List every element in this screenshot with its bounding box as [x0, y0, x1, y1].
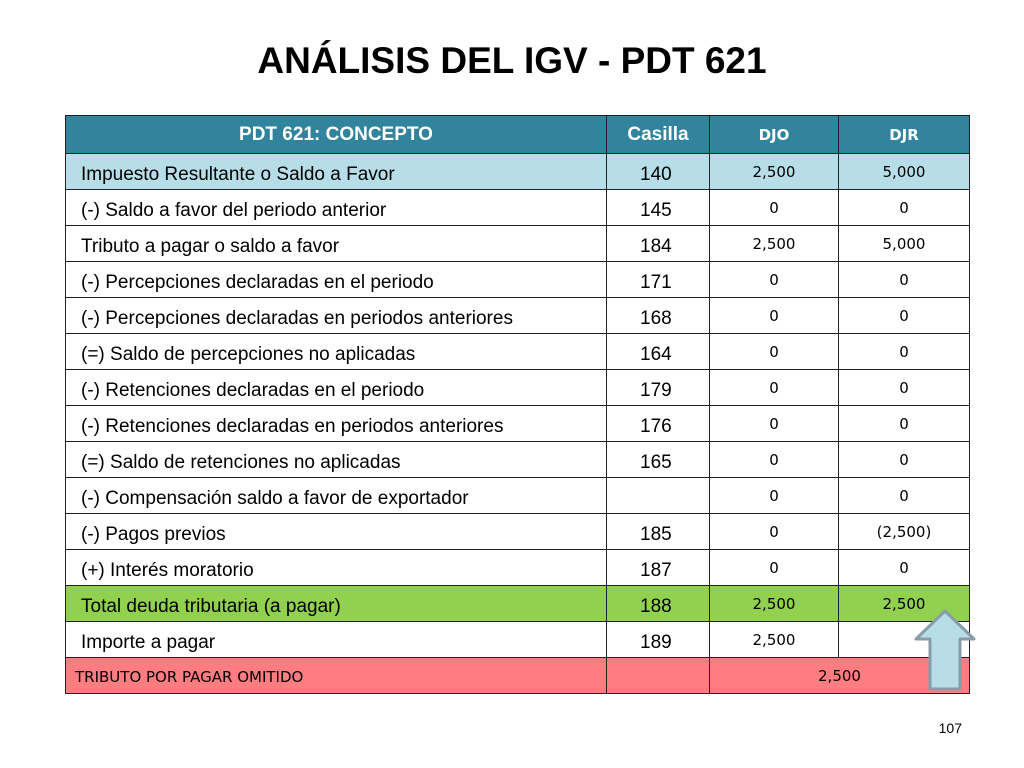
header-concept: PDT 621: CONCEPTO — [66, 116, 607, 154]
djo-cell: 2,500 — [710, 586, 839, 622]
table-row — [66, 370, 970, 406]
djo-cell: 0 — [710, 442, 839, 478]
casilla-cell: 164 — [607, 334, 710, 370]
casilla-cell: 140 — [607, 154, 710, 190]
djo-cell: 2,500 — [710, 622, 839, 658]
table-row — [66, 334, 970, 370]
casilla-cell: 145 — [607, 190, 710, 226]
table-row — [66, 262, 970, 298]
table-row — [66, 190, 970, 226]
concept-cell: (-) Saldo a favor del periodo anterior — [66, 190, 607, 226]
djo-cell: 0 — [710, 262, 839, 298]
djo-cell: 0 — [710, 190, 839, 226]
omitted-label-cell: TRIBUTO POR PAGAR OMITIDO — [66, 658, 607, 694]
concept-cell: Total deuda tributaria (a pagar) — [66, 586, 607, 622]
table-row — [66, 406, 970, 442]
concept-cell: (+) Interés moratorio — [66, 550, 607, 586]
djo-cell: 2,500 — [710, 226, 839, 262]
casilla-cell: 185 — [607, 514, 710, 550]
casilla-cell: 165 — [607, 442, 710, 478]
djr-cell: 0 — [839, 406, 970, 442]
djr-cell: 0 — [839, 478, 970, 514]
table-row — [66, 514, 970, 550]
djr-cell: (2,500) — [839, 514, 970, 550]
table-row-total — [66, 586, 970, 622]
table-row — [66, 478, 970, 514]
djo-cell: 0 — [710, 478, 839, 514]
concept-cell: (-) Percepciones declaradas en periodos anteriores — [66, 298, 607, 334]
concept-cell: (=) Saldo de percepciones no aplicadas — [66, 334, 607, 370]
djr-cell: 0 — [839, 334, 970, 370]
djo-cell: 2,500 — [710, 154, 839, 190]
concept-cell: (=) Saldo de retenciones no aplicadas — [66, 442, 607, 478]
djr-cell: 5,000 — [839, 226, 970, 262]
page-number: 107 — [938, 720, 962, 736]
casilla-cell: 188 — [607, 586, 710, 622]
concept-cell: (-) Compensación saldo a favor de exportador — [66, 478, 607, 514]
concept-cell: Importe a pagar — [66, 622, 607, 658]
djo-cell: 0 — [710, 406, 839, 442]
table-row-omitted — [66, 658, 970, 694]
concept-cell: Impuesto Resultante o Saldo a Favor — [66, 154, 607, 190]
omitted-value-cell: 2,500 — [710, 658, 970, 694]
casilla-cell: 168 — [607, 298, 710, 334]
concept-cell: (-) Percepciones declaradas en el periodo — [66, 262, 607, 298]
table-row — [66, 550, 970, 586]
djr-cell: 0 — [839, 190, 970, 226]
casilla-cell — [607, 658, 710, 694]
casilla-cell: 179 — [607, 370, 710, 406]
igv-analysis-table — [65, 115, 970, 694]
page-title: ANÁLISIS DEL IGV - PDT 621 — [257, 40, 767, 81]
djo-cell: 0 — [710, 370, 839, 406]
djr-cell: 5,000 — [839, 154, 970, 190]
djr-cell: 0 — [839, 550, 970, 586]
concept-cell: Tributo a pagar o saldo a favor — [66, 226, 607, 262]
casilla-cell: 176 — [607, 406, 710, 442]
casilla-cell — [607, 478, 710, 514]
table-row — [66, 622, 970, 658]
djo-cell: 0 — [710, 334, 839, 370]
djr-cell: 0 — [839, 262, 970, 298]
header-djo: DJO — [710, 116, 839, 154]
casilla-cell: 187 — [607, 550, 710, 586]
table-row — [66, 298, 970, 334]
casilla-cell: 171 — [607, 262, 710, 298]
djo-cell: 0 — [710, 298, 839, 334]
casilla-cell: 184 — [607, 226, 710, 262]
concept-cell: (-) Retenciones declaradas en periodos anteriores — [66, 406, 607, 442]
djr-cell: 0 — [839, 370, 970, 406]
table-row — [66, 226, 970, 262]
djr-cell: 0 — [839, 298, 970, 334]
table-row — [66, 154, 970, 190]
djr-cell: 0 — [839, 442, 970, 478]
djr-cell: 2,500 — [839, 586, 970, 622]
casilla-cell: 189 — [607, 622, 710, 658]
concept-cell: (-) Retenciones declaradas en el periodo — [66, 370, 607, 406]
djo-cell: 0 — [710, 550, 839, 586]
djo-cell: 0 — [710, 514, 839, 550]
table-row — [66, 442, 970, 478]
concept-cell: (-) Pagos previos — [66, 514, 607, 550]
table-header-row — [66, 116, 970, 154]
header-djr: DJR — [839, 116, 970, 154]
header-casilla: Casilla — [607, 116, 710, 154]
up-arrow-icon — [914, 609, 976, 691]
